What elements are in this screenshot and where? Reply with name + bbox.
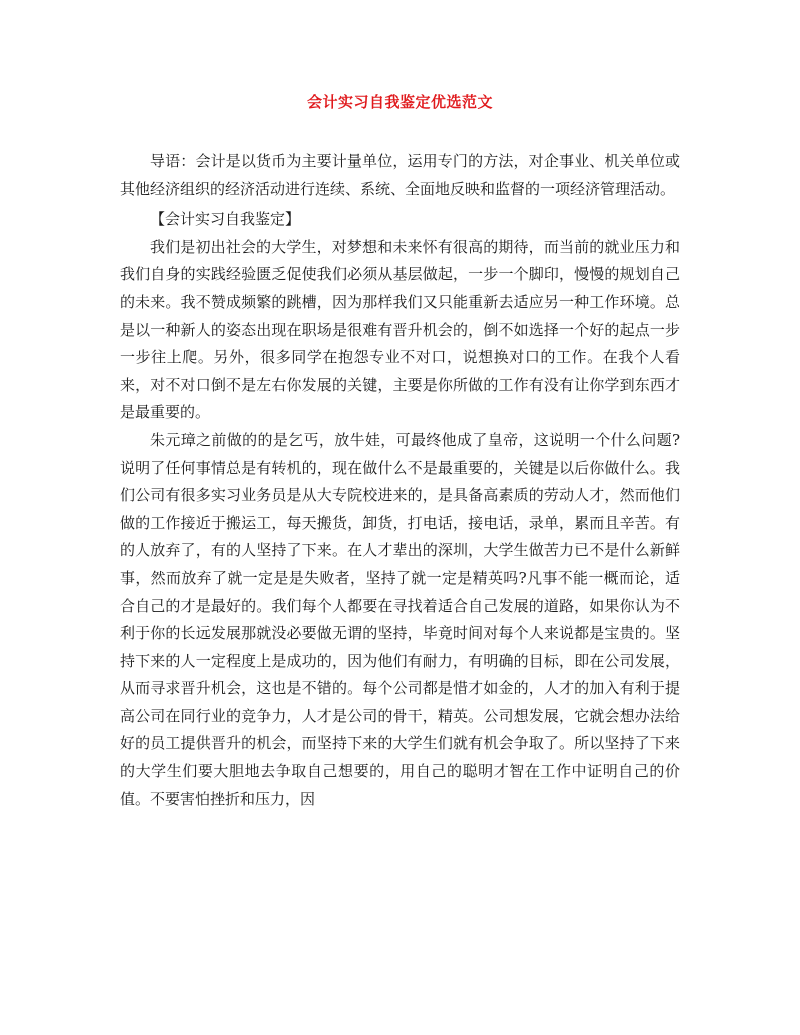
intro-paragraph: 导语：会计是以货币为主要计量单位，运用专门的方法，对企事业、机关单位或其他经济组织的经济活动进行连续、系统、全面地反映和监督的一项经济管理活动。 (120, 152, 680, 198)
document-page (120, 92, 680, 813)
body-paragraph: 我们是初出社会的大学生，对梦想和未来怀有很高的期待，而当前的就业压力和我们自身的实践经验匮乏促使我们必须从基层做起，一步一个脚印，慢慢的规划自己的未来。我不赞成频繁的跳槽，因为那样我们又只能重新去适应另一种工作环境。总是以一种新人的姿态出现在职场是很难有晋升机会的，倒不如选择一个好的起点一步一步往上爬。另外，很多同学在抱怨专业不对口，说想换对口的工作。在我个人看来，对不对口倒不是左右你发展的关键，主要是你所做的工作有没有让你学到东西才是最重要的。 (120, 237, 680, 422)
document-title: 会计实习自我鉴定优选范文 (306, 93, 493, 111)
body-paragraph: 朱元璋之前做的的是乞丐，放牛娃，可最终他成了皇帝，这说明一个什么问题?说明了任何事情总是有转机的，现在做什么不是最重要的，关键是以后你做什么。我们公司有很多实习业务员是从大专院校进来的，是具备高素质的劳动人才，然而他们做的工作接近于搬运工，每天搬货，卸货，打电话，接电话，录单，累而且辛苦。有的人放弃了，有的人坚持了下来。在人才辈出的深圳，大学生做苦力已不是什么新鲜事，然而放弃了就一定是是失败者，坚持了就一定是精英吗?凡事不能一概而论，适合自己的才是最好的。我们每个人都要在寻找着适合自己发展的道路，如果你认为不利于你的长远发展那就没必要做无谓的坚持，毕竟时间对每个人来说都是宝贵的。坚持下来的人一定程度上是成功的，因为他们有耐力，有明确的目标，即在公司发展，从而寻求晋升机会，这也是不错的。每个公司都是惜才如金的，人才的加入有利于提高公司在同行业的竞争力，人才是公司的骨干，精英。公司想发展，它就会想办法给好的员工提供晋升的机会，而坚持下来的大学生们就有机会争取了。所以坚持了下来的大学生们要大胆地去争取自己想要的，用自己的聪明才智在工作中证明自己的价值。不要害怕挫折和压力，因 (120, 430, 680, 808)
section-heading: 【会计实习自我鉴定】 (150, 210, 301, 229)
